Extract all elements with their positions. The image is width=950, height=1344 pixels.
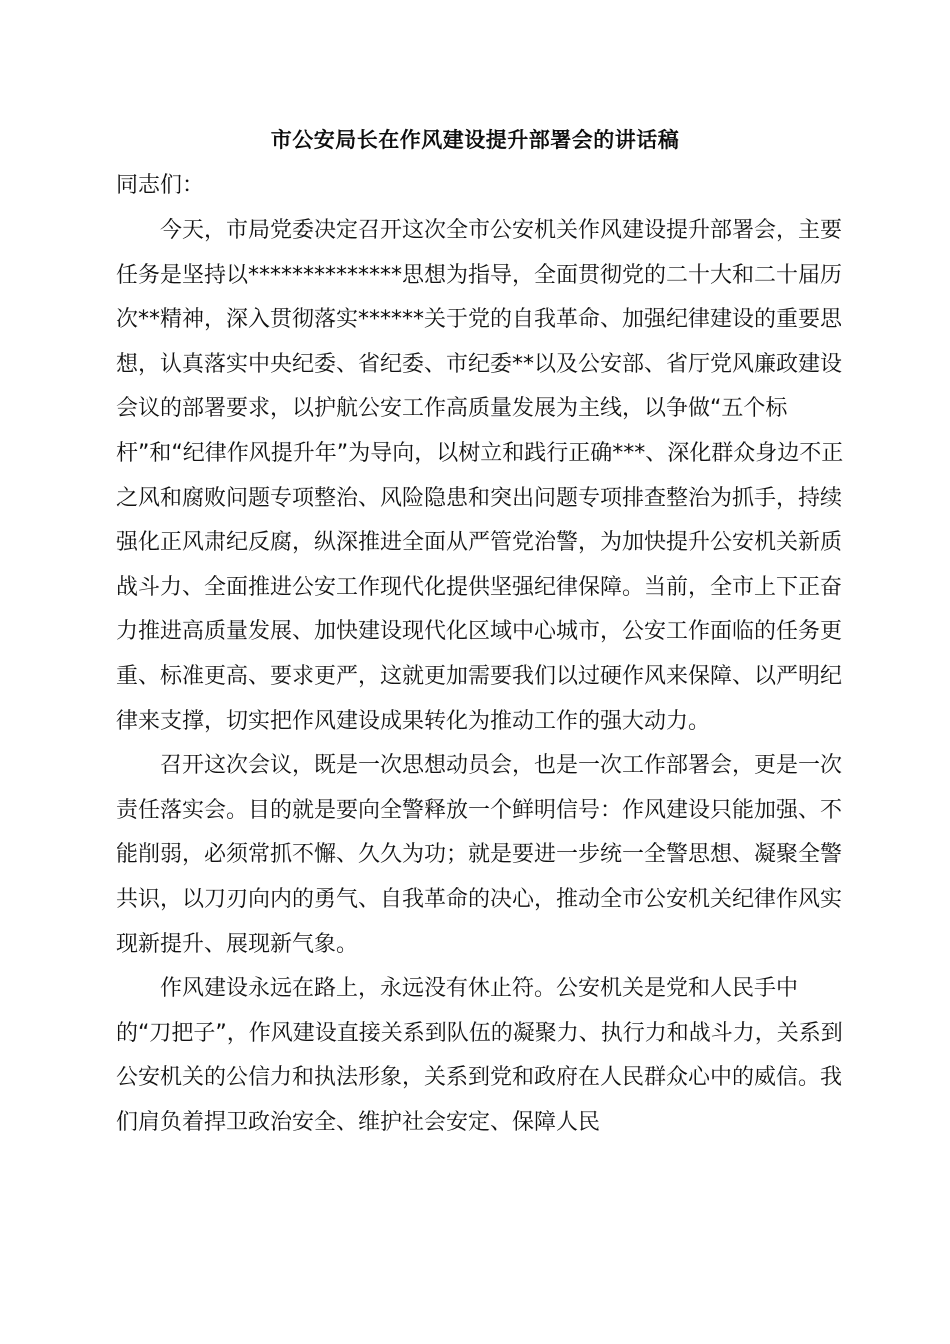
paragraph-1: 今天，市局党委决定召开这次全市公安机关作风建设提升部署会，主要任务是坚持以**************思想为指导，全面贯彻党的二十大和二十届历次**精神，深入贯彻落实******关于党的自我革命、加强纪律建设的重要思想，认真落实中央纪委、省纪委、市纪委**以及公安部、省厅党风廉政建设会议的部署要求，以护航公安工作高质量发展为主线，以争做“五个标杆”和“纪律作风提升年”为导向，以树立和践行正确***、深化群众身边不正之风和腐败问题专项整治、风险隐患和突出问题专项排查整治为抓手，持续强化正风肃纪反腐，纵深推进全面从严管党治警，为加快提升公安机关新质战斗力、全面推进公安工作现代化提供坚强纪律保障。当前，全市上下正奋力推进高质量发展、加快建设现代化区域中心城市，公安工作面临的任务更重、标准更高、要求更严，这就更加需要我们以过硬作风来保障、以严明纪律来支撑，切实把作风建设成果转化为推动工作的强大动力。 — [116, 218, 844, 734]
paragraph-2: 召开这次会议，既是一次思想动员会，也是一次工作部署会，更是一次责任落实会。目的就是要向全警释放一个鲜明信号：作风建设只能加强、不能削弱，必须常抓不懈、久久为功；就是要进一步统一全警思想、凝聚全警共识，以刀刃向内的勇气、自我革命的决心，推动全市公安机关纪律作风实现新提升、展现新气象。 — [116, 753, 843, 957]
paragraph-3: 作风建设永远在路上，永远没有休止符。公安机关是党和人民手中的“刀把子”，作风建设直接关系到队伍的凝聚力、执行力和战斗力，关系到公安机关的公信力和执法形象，关系到党和政府在人民群众心中的威信。我们肩负着捍卫政治安全、维护社会安定、保障人民 — [116, 976, 843, 1135]
document-title: 市公安局长在作风建设提升部署会的讲话稿 — [270, 128, 680, 152]
document-body — [116, 209, 851, 1145]
salutation: 同志们： — [116, 173, 205, 198]
